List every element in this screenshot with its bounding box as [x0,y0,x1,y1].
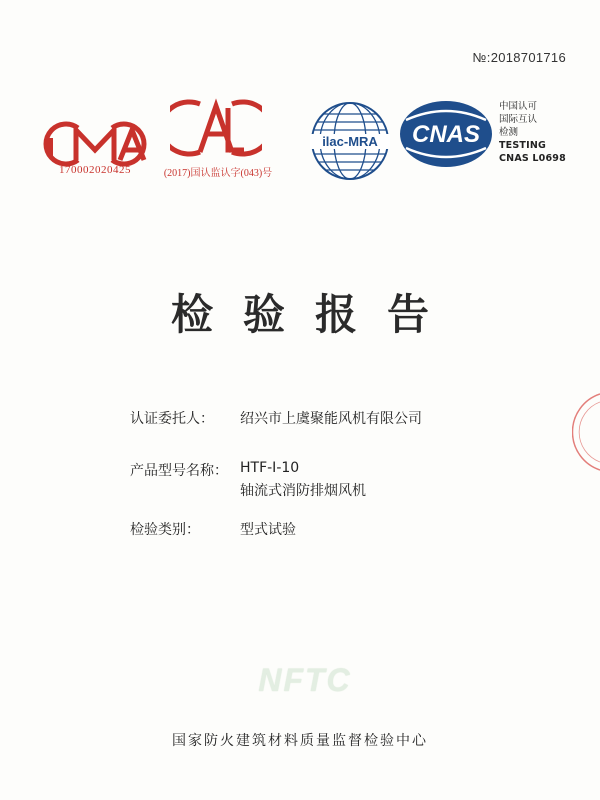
issuing-organization: 国家防火建筑材料质量监督检验中心 [172,733,428,749]
report-title: 检验报告 [170,290,459,339]
cal-number: (2017)国认监认字(043)号 [163,168,273,179]
report-number: №:2018701716 [472,50,566,65]
cnas-line-4: TESTING [499,140,546,151]
client-value: 绍兴市上虞聚能风机有限公司 [240,411,422,427]
product-model: HTF-Ⅰ-10 [240,460,300,476]
cal-logo [170,94,262,160]
product-label: 产品型号名称： [130,463,228,479]
ilac-mark-text: ilac-MRA [322,134,378,149]
cnas-mark-text: CNAS [411,121,481,148]
test-type-row [130,519,296,539]
test-type-value: 型式试验 [240,522,296,538]
client-label: 认证委托人： [130,411,214,427]
cnas-line-5: CNAS L0698 [499,153,566,164]
cnas-logo [398,98,494,170]
cnas-line-3: 检测 [499,127,519,138]
ilac-mra-logo [306,100,394,182]
product-row [130,460,366,500]
cnas-line-2: 国际互认 [499,114,538,125]
nftc-logo: NFTC [258,662,352,698]
cnas-line-1: 中国认可 [499,101,538,112]
cma-number: 170002020425 [59,164,131,176]
client-row [130,408,422,428]
product-value [240,460,366,500]
cnas-accreditation-text [499,100,589,165]
test-type-label: 检验类别： [130,522,200,538]
official-seal-edge [572,392,600,472]
product-name: 轴流式消防排烟风机 [240,483,366,499]
